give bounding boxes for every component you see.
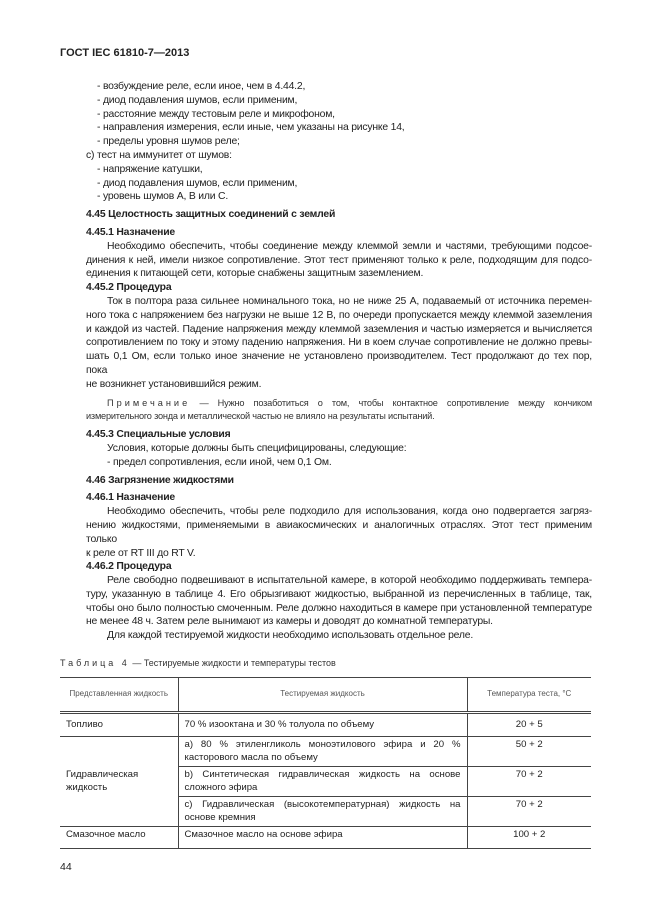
paragraph-line: ного тока с напряжением без нагрузки не выше 12 В, по очереди пропускается между клеммой заземления (86, 309, 592, 321)
paragraph-line: Ток в полтора раза сильнее номинального тока, но не ниже 25 А, подаваемый от источника перемен- (107, 295, 592, 307)
table-cell: Смазочное масло на основе эфира (178, 827, 467, 849)
list-item: - пределы уровня шумов реле; (97, 136, 240, 148)
paragraph-line: к реле от RT III до RT V. (86, 547, 196, 559)
table-cell: 70 + 2 (467, 767, 591, 797)
paragraph-line: сопротивлением по току и этому падению напряжения. Ни в коем случае сопротивление не должно превы- (86, 337, 592, 349)
table-row (60, 713, 591, 737)
subsection-heading: 4.46.1 Назначение (86, 492, 175, 504)
list-item: - диод подавления шумов, если применим, (97, 94, 298, 106)
list-item: - уровень шумов А, В или С. (97, 191, 229, 203)
table-header-row (60, 678, 591, 713)
paragraph-line: чтобы оно было полностью смоченным. Реле должно находиться в камере при установленной температуре (86, 602, 592, 614)
list-item: - направления измерения, если иные, чем указаны на рисунке 14, (97, 122, 405, 134)
paragraph-line: динения к ней, имели низкое сопротивление. Этот тест применяют только к реле, подходящим для подсо- (86, 254, 592, 266)
paragraph-line: - предел сопротивления, если иной, чем 0,1 Ом. (107, 456, 332, 468)
table-cell: 70 + 2 (467, 797, 591, 827)
subsection-heading: 4.45.3 Специальные условия (86, 429, 231, 441)
column-header: Представленная жидкость (60, 678, 178, 713)
paragraph-line: туру, указанную в таблице 4. Его обрызгивают жидкостью, выбранной из перечисленных в таблице, так, (86, 588, 592, 600)
section-heading: 4.45 Целостность защитных соединений с землей (86, 209, 336, 221)
section-heading: 4.46 Загрязнение жидкостями (86, 474, 234, 486)
paragraph-line: Необходимо обеспечить, чтобы соединение между клеммой земли и частями, требующими подсое- (107, 240, 592, 252)
paragraph-line: не возникнет установившийся режим. (86, 378, 262, 390)
standard-header: ГОСТ IEC 61810-7—2013 (60, 47, 190, 59)
list-item-c: с) тест на иммунитет от шумов: (86, 149, 232, 161)
column-header: Температура теста, °С (467, 678, 591, 713)
paragraph-line: единения к питающей сети, которые снабжены защитным заземлением. (86, 268, 424, 280)
paragraph-line: Необходимо обеспечить, чтобы реле подходило для использования, когда оно подвергается загряз- (107, 506, 592, 518)
table-cell: с) Гидравлическая (высокотемпературная) жидкость на основе кремния (178, 797, 467, 827)
table-cell: Гидравлическая жидкость (60, 737, 178, 827)
list-item: - диод подавления шумов, если применим, (97, 177, 298, 189)
paragraph-line: нению жидкостями, применяемыми в авиакосмических и аналогичных отраслях. Этот тест применим только (86, 519, 592, 545)
document-body (86, 80, 592, 643)
paragraph-line: Условия, которые должны быть специфицированы, следующие: (107, 442, 407, 454)
list-item: - напряжение катушки, (97, 163, 203, 175)
table-cell: 20 + 5 (467, 713, 591, 737)
page-number: 44 (60, 861, 72, 874)
table-caption: Таблица 4 — Тестируемые жидкости и температуры тестов (60, 658, 336, 669)
list-item: - возбуждение реле, если иное, чем в 4.44.2, (97, 81, 306, 92)
table-cell: b) Синтетическая гидравлическая жидкость на основе сложного эфира (178, 767, 467, 797)
paragraph-line: Для каждой тестируемой жидкости необходимо использовать отдельное реле. (107, 630, 474, 642)
paragraph-line: и каждой из частей. Падение напряжения между клеммой заземления и частью измеряется и вычисляется (86, 323, 592, 335)
paragraph-line: шать 0,1 Ом, если только иное значение не установлено производителем. Тест продолжают до тех пор, пока (86, 351, 592, 376)
subsection-heading: 4.46.2 Процедура (86, 561, 172, 573)
table-cell: 70 % изооктана и 30 % толуола по объему (178, 713, 467, 737)
table-row (60, 827, 591, 849)
table-cell: Топливо (60, 713, 178, 737)
paragraph-line: не менее 48 ч. Затем реле вынимают из камеры и доводят до комнатной температуры. (86, 616, 493, 628)
list-item: - расстояние между тестовым реле и микрофоном, (97, 108, 335, 120)
fluids-table (60, 677, 591, 849)
table-cell: 100 + 2 (467, 827, 591, 849)
table-cell: Смазочное масло (60, 827, 178, 849)
subsection-heading: 4.45.1 Назначение (86, 226, 175, 238)
paragraph-line: Реле свободно подвешивают в испытательной камере, в которой необходимо поддерживать темпера- (107, 575, 592, 587)
subsection-heading: 4.45.2 Процедура (86, 282, 172, 294)
table-cell: а) 80 % этиленгликоль моноэтилового эфира и 20 % касторового масла по объему (178, 737, 467, 767)
table-cell: 50 + 2 (467, 737, 591, 767)
note-label: Примечание (107, 397, 191, 408)
note-line: измерительного зонда и металлической частью не влияло на результаты испытаний. (86, 411, 435, 422)
column-header: Тестируемая жидкость (178, 678, 467, 713)
note-line: Примечание — Нужно позаботиться о том, чтобы контактное сопротивление между кончиком (107, 397, 592, 408)
table-row (60, 737, 591, 767)
